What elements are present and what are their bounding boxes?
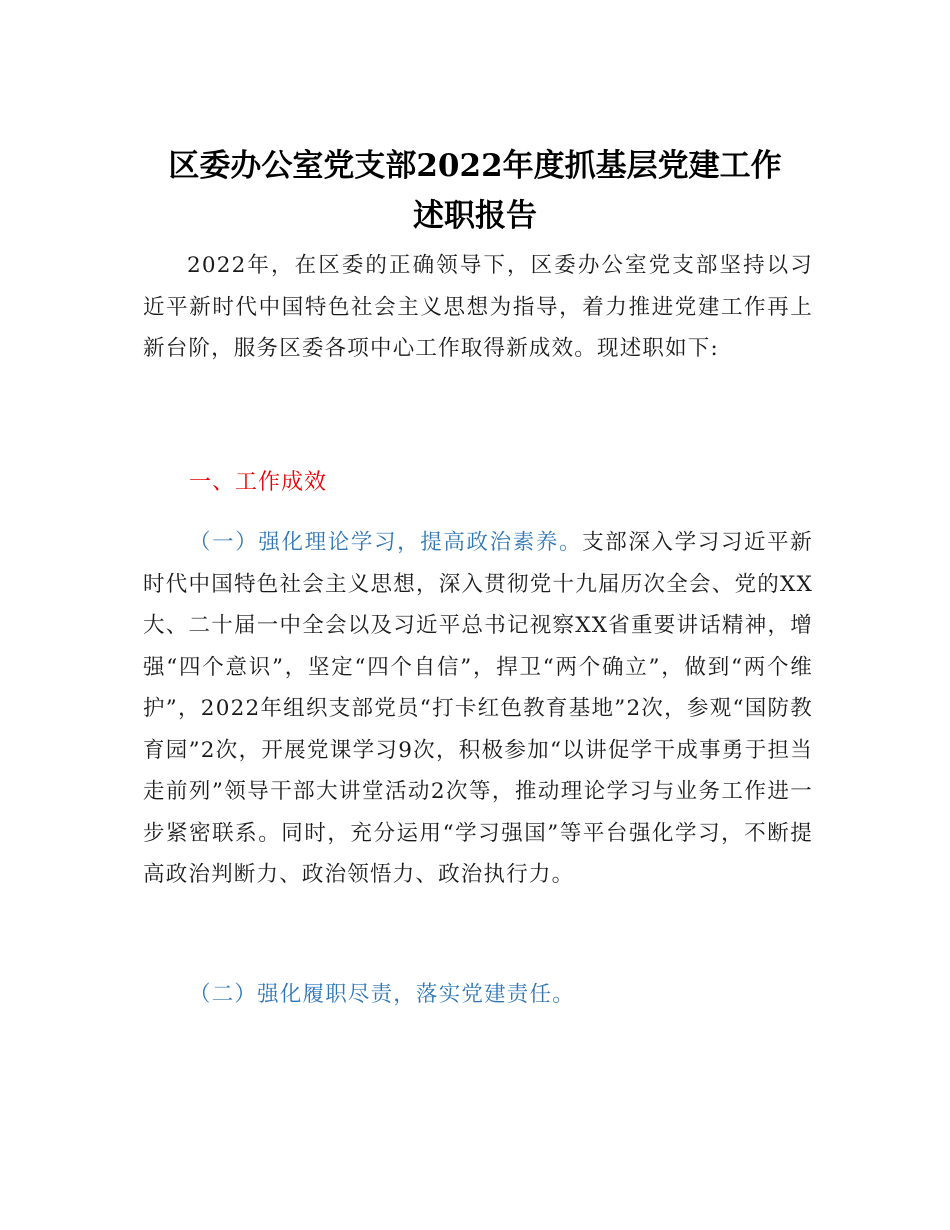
paragraph-item-1 xyxy=(143,522,813,896)
document-title-line-2: 述职报告 xyxy=(413,198,537,234)
intro-paragraph: 2022年，在区委的正确领导下，区委办公室党支部坚持以习近平新时代中国特色社会主义思想为指导，着力推进党建工作再上新台阶，服务区委各项中心工作取得新成效。现述职如下: xyxy=(143,253,813,361)
item-2-heading: （二）强化履职尽责，落实党建责任。 xyxy=(189,982,575,1007)
document-title-line-1: 区委办公室党支部2022年度抓基层党建工作 xyxy=(168,148,782,184)
section-heading-achievements: 一、工作成效 xyxy=(189,470,328,495)
item-1-body: 支部深入学习习近平新时代中国特色社会主义思想，深入贯彻党十九届历次全会、党的XX大、二十届一中全会以及习近平总书记视察XX省重要讲话精神，增强“四个意识”，坚定“四个自信”，捍卫“两个确立”，做到“两个维护”，2022年组织支部党员“打卡红色教育基地”2次，参观“国防教育园”2次，开展党课学习9次，积极参加“以讲促学干成事勇于担当走前列”领导干部大讲堂活动2次等，推动理论学习与业务工作进一步紧密联系。同时，充分运用“学习强国”等平台强化学习，不断提高政治判断力、政治领悟力、政治执行力。 xyxy=(143,530,813,887)
item-1-heading: （一）强化理论学习，提高政治素养。 xyxy=(189,530,583,555)
